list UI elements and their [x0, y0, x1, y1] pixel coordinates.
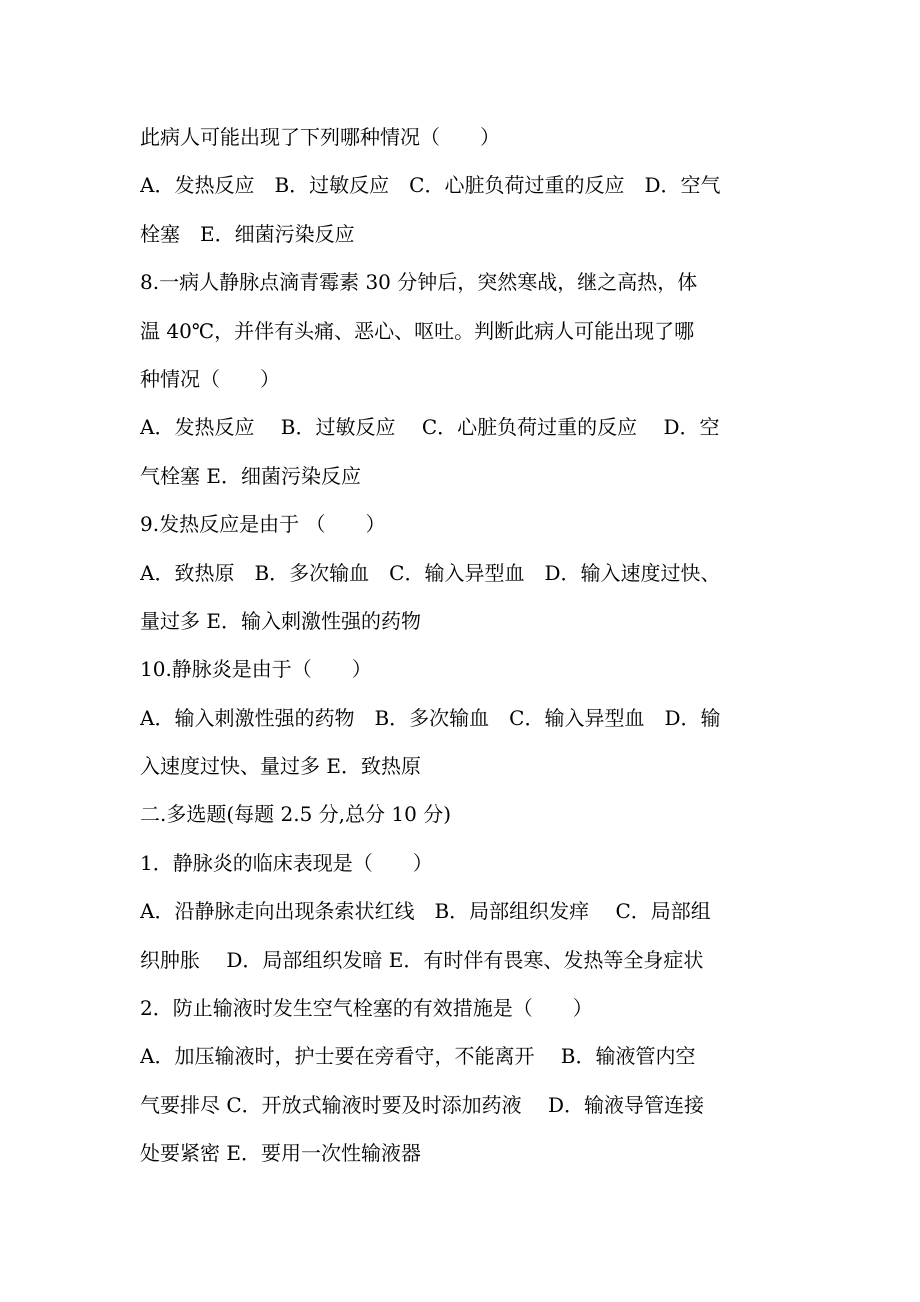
question-9-line: 9.发热反应是由于 （ ）: [140, 512, 386, 537]
text-line: 栓塞 E．细菌污染反应: [140, 221, 355, 246]
document-body: [140, 113, 790, 1178]
text-line: A．发热反应 B．过敏反应 C．心脏负荷过重的反应 D．空: [140, 415, 720, 440]
question-8-line: 8.一病人静脉点滴青霉素 30 分钟后，突然寒战，继之高热，体: [140, 270, 698, 295]
multi-question-2-line: 2．防止输液时发生空气栓塞的有效措施是（ ）: [140, 996, 593, 1021]
text-line: A．沿静脉走向出现条索状红线 B．局部组织发痒 C．局部组: [140, 899, 711, 924]
text-line: A．输入刺激性强的药物 B．多次输血 C．输入异型血 D．输: [140, 705, 721, 730]
section-heading: 二.多选题(每题 2.5 分,总分 10 分): [140, 802, 452, 827]
multi-question-1-line: 1．静脉炎的临床表现是（ ）: [140, 850, 433, 875]
text-line: 温 40℃，并伴有头痛、恶心、呕吐。判断此病人可能出现了哪: [140, 318, 695, 343]
text-line: 气要排尽 C．开放式输液时要及时添加药液 D．输液导管连接: [140, 1092, 705, 1117]
text-line: A．加压输液时，护士要在旁看守，不能离开 B．输液管内空: [140, 1044, 696, 1069]
text-line: 此病人可能出现了下列哪种情况（ ）: [140, 125, 500, 149]
text-line: 入速度过快、量过多 E．致热原: [140, 754, 421, 779]
text-line: 量过多 E．输入刺激性强的药物: [140, 608, 421, 633]
text-line: 织肿胀 D．局部组织发暗 E．有时伴有畏寒、发热等全身症状: [140, 947, 704, 972]
text-line: 种情况（ ）: [140, 366, 280, 391]
text-line: A．发热反应 B．过敏反应 C．心脏负荷过重的反应 D．空气: [140, 173, 721, 198]
text-line: A．致热原 B．多次输血 C．输入异型血 D．输入速度过快、: [140, 560, 721, 585]
text-line: 气栓塞 E．细菌污染反应: [140, 463, 361, 488]
text-line: 处要紧密 E．要用一次性输液器: [140, 1141, 421, 1166]
question-10-line: 10.静脉炎是由于（ ）: [140, 657, 372, 682]
